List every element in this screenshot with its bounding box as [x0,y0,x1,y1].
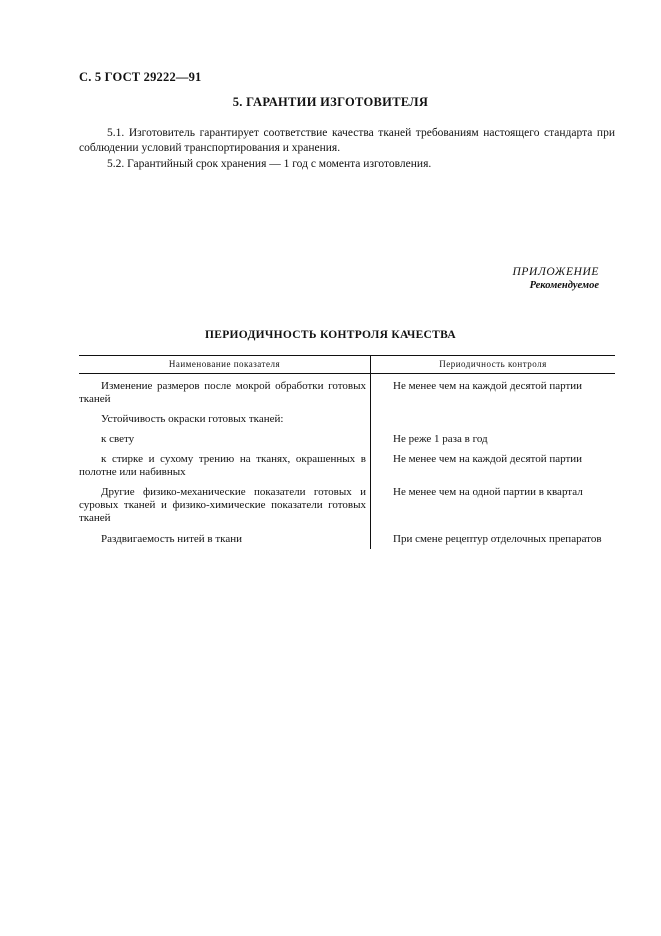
column-header-frequency: Периодичность контроля [371,356,616,374]
indicator-cell: Другие физико-механические показатели готовых и суровых тканей и физико-химические показатели готовых тканей [79,479,371,525]
page-header: С. 5 ГОСТ 29222—91 [79,70,202,84]
indicator-cell: к свету [79,426,371,446]
column-header-indicator: Наименование показателя [79,356,371,374]
table-row [79,374,615,407]
indicator-cell: Изменение размеров после мокрой обработки готовых тканей [79,374,371,407]
table-row [79,446,615,479]
frequency-cell [371,406,616,426]
appendix-block [513,266,599,292]
indicator-cell: к стирке и сухому трению на тканях, окрашенных в полотне или набивных [79,446,371,479]
table-row [79,479,615,525]
paragraph-5-1: 5.1. Изготовитель гарантирует соответствие качества тканей требованиям настоящего стандарта при соблюдении условий транспортирования и хранения. [79,127,615,154]
frequency-cell: Не менее чем на одной партии в квартал [393,486,583,498]
frequency-cell: Не менее чем на каждой десятой партии [393,453,583,465]
table-row [79,426,615,446]
frequency-cell: Не менее чем на каждой десятой партии [393,380,583,392]
indicator-cell: Устойчивость окраски готовых тканей: [79,406,371,426]
appendix-status: Рекомендуемое [529,280,599,291]
paragraph-5-2: 5.2. Гарантийный срок хранения — 1 год с момента изготовления. [107,158,432,170]
indicator-cell: Раздвигаемость нитей в ткани [79,525,371,549]
table-header-row [79,356,615,374]
section-title: 5. ГАРАНТИИ ИЗГОТОВИТЕЛЯ [232,95,429,109]
table-title: ПЕРИОДИЧНОСТЬ КОНТРОЛЯ КАЧЕСТВА [205,329,456,341]
table-row [79,406,615,426]
table-row [79,525,615,549]
frequency-cell: При смене рецептур отделочных препаратов [393,533,602,545]
quality-control-table [79,355,615,549]
appendix-label: ПРИЛОЖЕНИЕ [512,266,599,278]
frequency-cell: Не реже 1 раза в год [393,433,488,445]
